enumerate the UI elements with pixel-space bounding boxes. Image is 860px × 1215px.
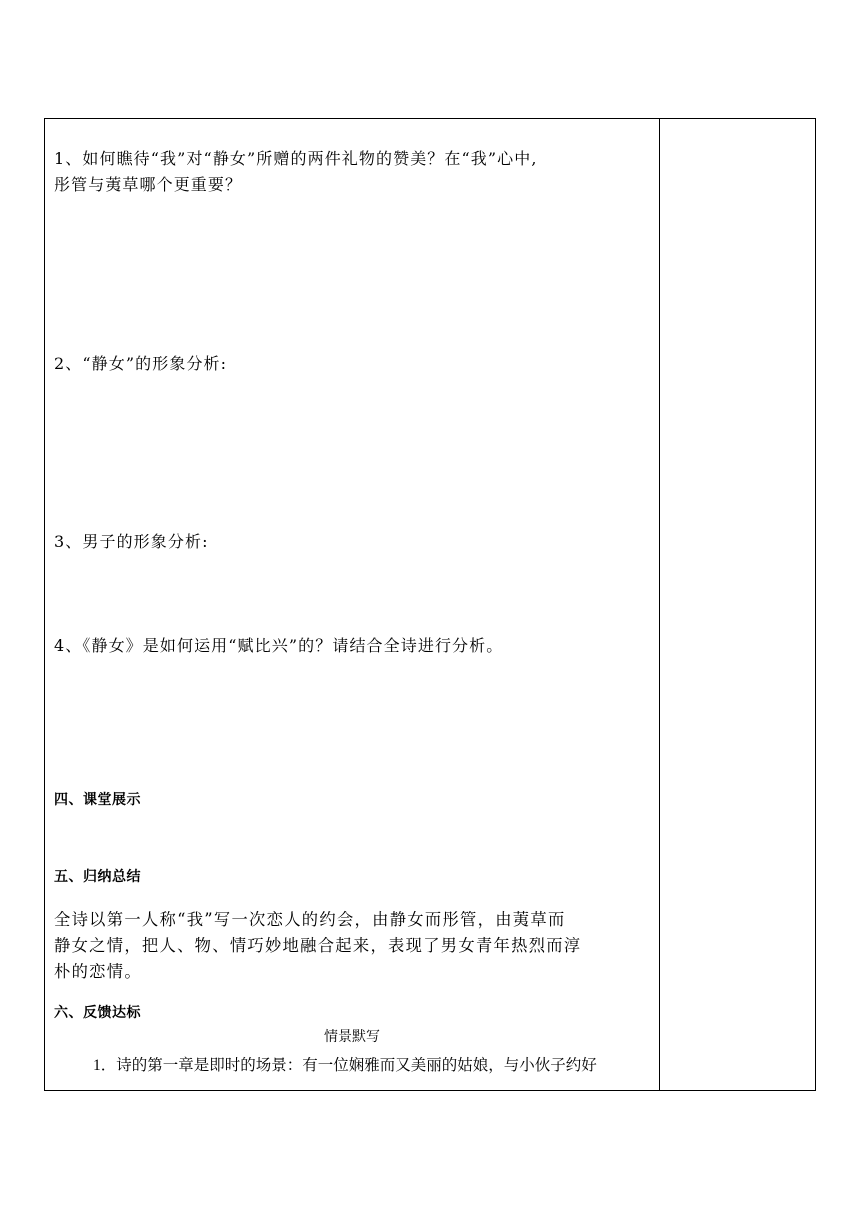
summary-line-2: 静女之情，把人、物、情巧妙地融合起来，表现了男女青年热烈而淳 — [54, 936, 582, 955]
exercise-item-1: 1．诗的第一章是即时的场景：有一位娴雅而又美丽的姑娘，与小伙子约好 — [93, 1057, 597, 1074]
column-divider — [659, 119, 660, 1090]
worksheet-table — [44, 118, 816, 1091]
summary-line-1: 全诗以第一人称“我”写一次恋人的约会，由静女而彤管，由荑草而 — [54, 910, 566, 929]
section-heading-class-display: 四、课堂展示 — [54, 792, 141, 808]
question-2: 2、“静女”的形象分析: — [54, 354, 228, 373]
summary-paragraph — [54, 907, 581, 985]
exercise-subtitle: 情景默写 — [324, 1030, 380, 1045]
section-heading-summary: 五、归纳总结 — [54, 869, 141, 885]
question-4: 4、《静女》是如何运用“赋比兴”的？请结合全诗进行分析。 — [54, 636, 504, 655]
summary-line-3: 朴的恋情。 — [54, 962, 142, 981]
question-1-line-1: 1、如何瞧待“我”对“静女”所赠的两件礼物的赞美？在“我”心中, — [54, 149, 538, 168]
question-1 — [54, 146, 538, 198]
section-heading-feedback: 六、反馈达标 — [54, 1005, 141, 1021]
question-1-line-2: 彤管与荑草哪个更重要？ — [54, 175, 243, 194]
question-3: 3、男子的形象分析: — [54, 532, 209, 551]
